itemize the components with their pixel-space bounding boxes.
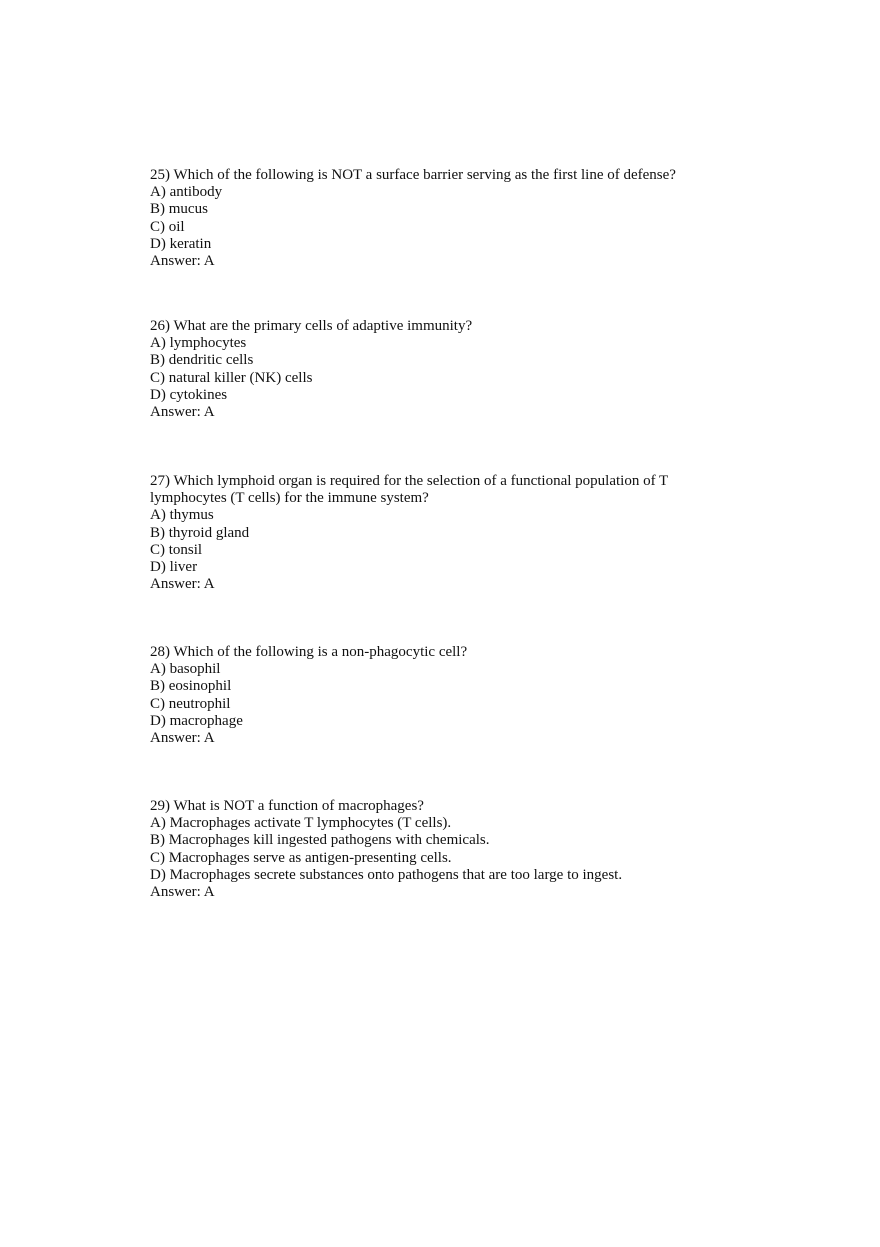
answer-option: C) tonsil [150, 541, 203, 558]
question-text: 26) What are the primary cells of adaptive immunity? [150, 318, 473, 334]
answer-option: C) natural killer (NK) cells [150, 369, 313, 386]
answer-key: Answer: A [150, 403, 215, 420]
question-text: lymphocytes (T cells) for the immune system? [150, 490, 429, 507]
question-25 [150, 167, 676, 270]
answer-option: D) liver [150, 558, 198, 575]
answer-option: B) Macrophages kill ingested pathogens with chemicals. [150, 832, 490, 849]
answer-option: B) mucus [150, 201, 208, 218]
answer-option: A) antibody [150, 184, 223, 201]
answer-option: A) Macrophages activate T lymphocytes (T cells). [150, 815, 452, 832]
answer-option: D) Macrophages secrete substances onto pathogens that are too large to ingest. [150, 866, 623, 883]
question-text: 28) Which of the following is a non-phagocytic cell? [150, 644, 468, 660]
question-28 [150, 644, 467, 747]
answer-option: B) thyroid gland [150, 524, 250, 541]
question-29 [150, 798, 622, 901]
question-text: 25) Which of the following is NOT a surface barrier serving as the first line of defense? [150, 167, 676, 183]
question-text: 27) Which lymphoid organ is required for the selection of a functional population of T [150, 473, 669, 489]
answer-option: A) lymphocytes [150, 335, 247, 352]
answer-option: A) thymus [150, 507, 214, 524]
answer-key: Answer: A [150, 252, 215, 269]
answer-key: Answer: A [150, 729, 215, 746]
answer-option: D) keratin [150, 235, 212, 252]
question-26 [150, 318, 472, 421]
answer-option: D) macrophage [150, 712, 243, 729]
answer-option: D) cytokines [150, 386, 228, 403]
answer-key: Answer: A [150, 883, 215, 900]
answer-option: B) dendritic cells [150, 352, 254, 369]
answer-option: C) Macrophages serve as antigen-presenting cells. [150, 849, 452, 866]
answer-option: A) basophil [150, 661, 221, 678]
answer-option: B) eosinophil [150, 678, 232, 695]
answer-key: Answer: A [150, 576, 215, 593]
answer-option: C) oil [150, 218, 185, 235]
question-27 [150, 473, 668, 593]
answer-option: C) neutrophil [150, 695, 231, 712]
question-text: 29) What is NOT a function of macrophages? [150, 798, 424, 814]
